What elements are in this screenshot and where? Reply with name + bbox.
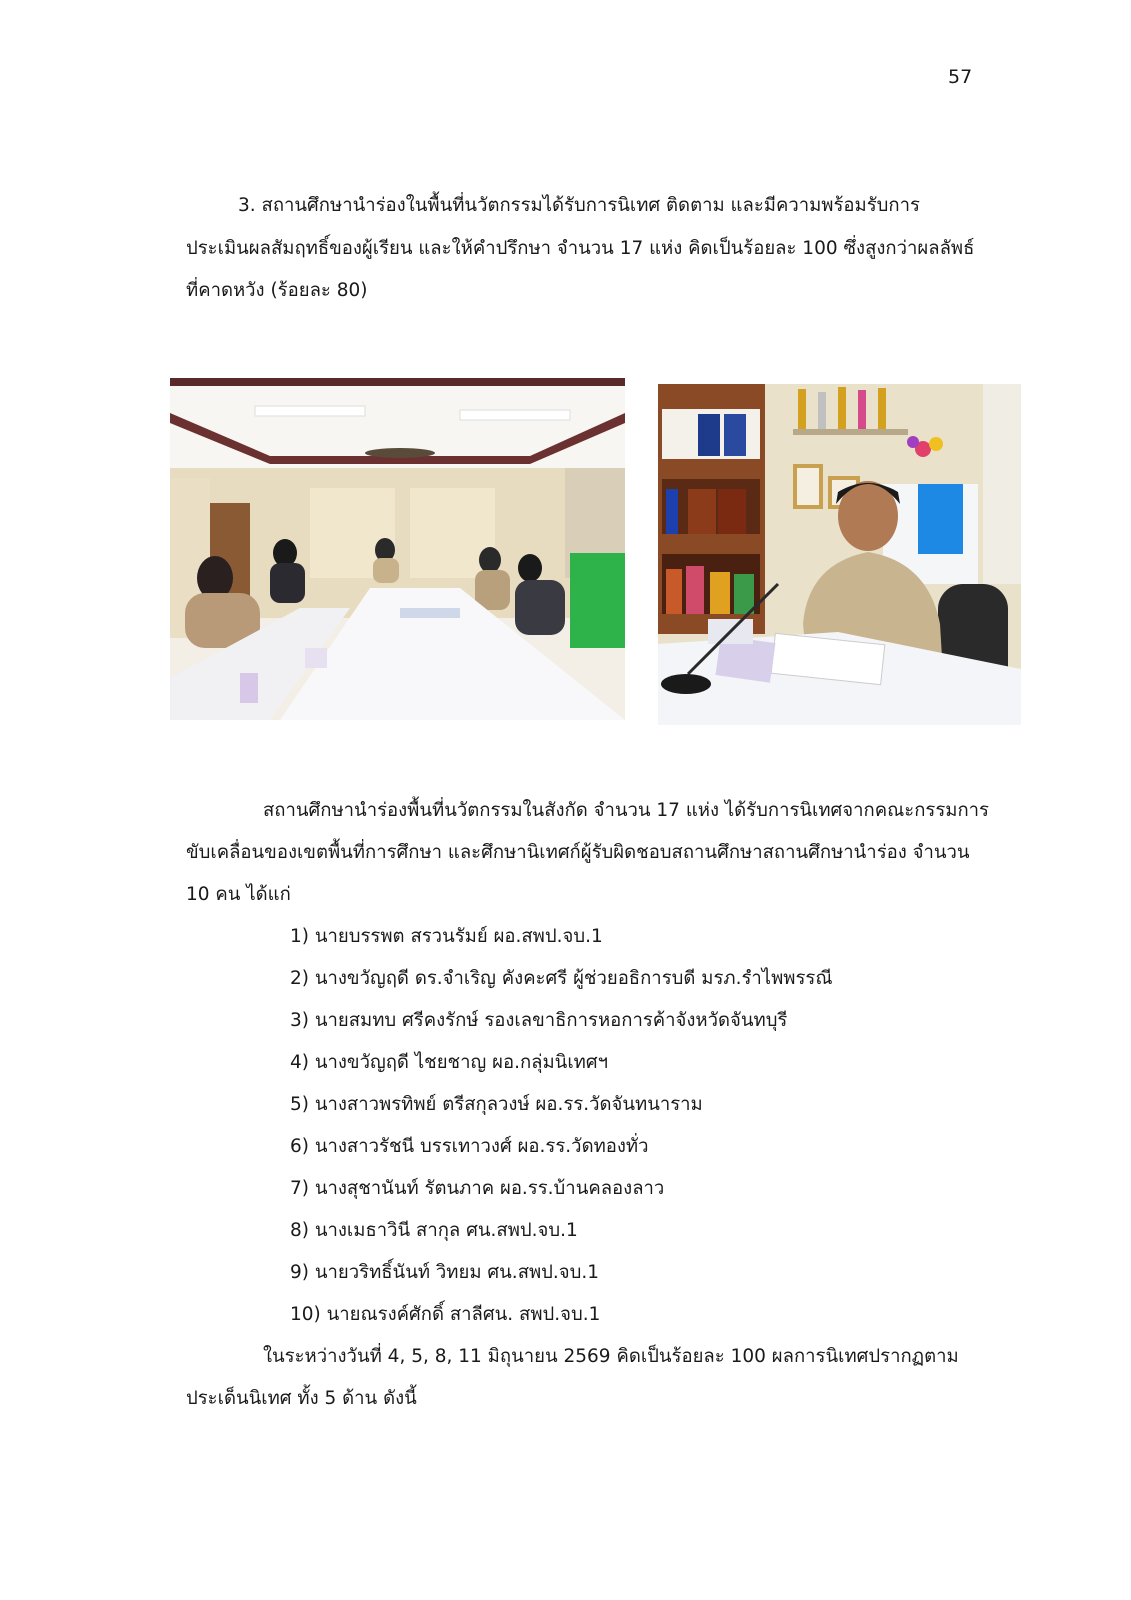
committee-item: 5) นางสาวพรทิพย์ ตรีสกุลวงษ์ ผอ.รร.วัดจันทนาราม <box>290 1094 703 1115</box>
intro-line-3: ที่คาดหวัง (ร้อยละ 80) <box>186 280 368 301</box>
committee-item: 9) นายวริทธิ์นันท์ วิทยม ศน.สพป.จบ.1 <box>290 1262 600 1283</box>
committee-item: 4) นางขวัญฤดี ไชยชาญ ผอ.กลุ่มนิเทศฯ <box>290 1052 608 1073</box>
committee-item: 10) นายณรงค์ศักดิ์ สาลีศน. สพป.จบ.1 <box>290 1304 601 1325</box>
committee-item: 6) นางสาวรัชนี บรรเทาวงศ์ ผอ.รร.วัดทองทั่ว <box>290 1136 649 1157</box>
official-at-desk-photo <box>658 384 1021 725</box>
intro-line-1: 3. สถานศึกษานำร่องในพื้นที่นวัตกรรมได้รับการนิเทศ ติดตาม และมีความพร้อมรับการ <box>238 195 920 216</box>
meeting-room-photo <box>170 378 625 720</box>
body-line-3: 10 คน ได้แก่ <box>186 884 291 905</box>
committee-item: 8) นางเมธาวินี สากุล ศน.สพป.จบ.1 <box>290 1220 578 1241</box>
committee-item: 3) นายสมทบ ศรีคงรักษ์ รองเลขาธิการหอการค้าจังหวัดจันทบุรี <box>290 1010 788 1031</box>
closing-line-2: ประเด็นนิเทศ ทั้ง 5 ด้าน ดังนี้ <box>186 1388 417 1409</box>
body-line-1: สถานศึกษานำร่องพื้นที่นวัตกรรมในสังกัด จำนวน 17 แห่ง ได้รับการนิเทศจากคณะกรรมการ <box>263 800 989 821</box>
body-line-2: ขับเคลื่อนของเขตพื้นที่การศึกษา และศึกษานิเทศก์ผู้รับผิดชอบสถานศึกษาสถานศึกษานำร่อง จำนวน <box>186 842 970 863</box>
committee-item: 2) นางขวัญฤดี ดร.จำเริญ คังคะศรี ผู้ช่วยอธิการบดี มรภ.รำไพพรรณี <box>290 968 833 989</box>
committee-item: 1) นายบรรพต สรวนรัมย์ ผอ.สพป.จบ.1 <box>290 926 603 947</box>
committee-item: 7) นางสุชานันท์ รัตนภาค ผอ.รร.บ้านคลองลาว <box>290 1178 665 1199</box>
closing-line-1: ในระหว่างวันที่ 4, 5, 8, 11 มิถุนายน 2569 คิดเป็นร้อยละ 100 ผลการนิเทศปรากฏตาม <box>263 1346 959 1367</box>
intro-line-2: ประเมินผลสัมฤทธิ์ของผู้เรียน และให้คำปรึกษา จำนวน 17 แห่ง คิดเป็นร้อยละ 100 ซึ่งสูงกว่าผลลัพธ์ <box>186 238 975 259</box>
page-number: 57 <box>948 66 973 88</box>
